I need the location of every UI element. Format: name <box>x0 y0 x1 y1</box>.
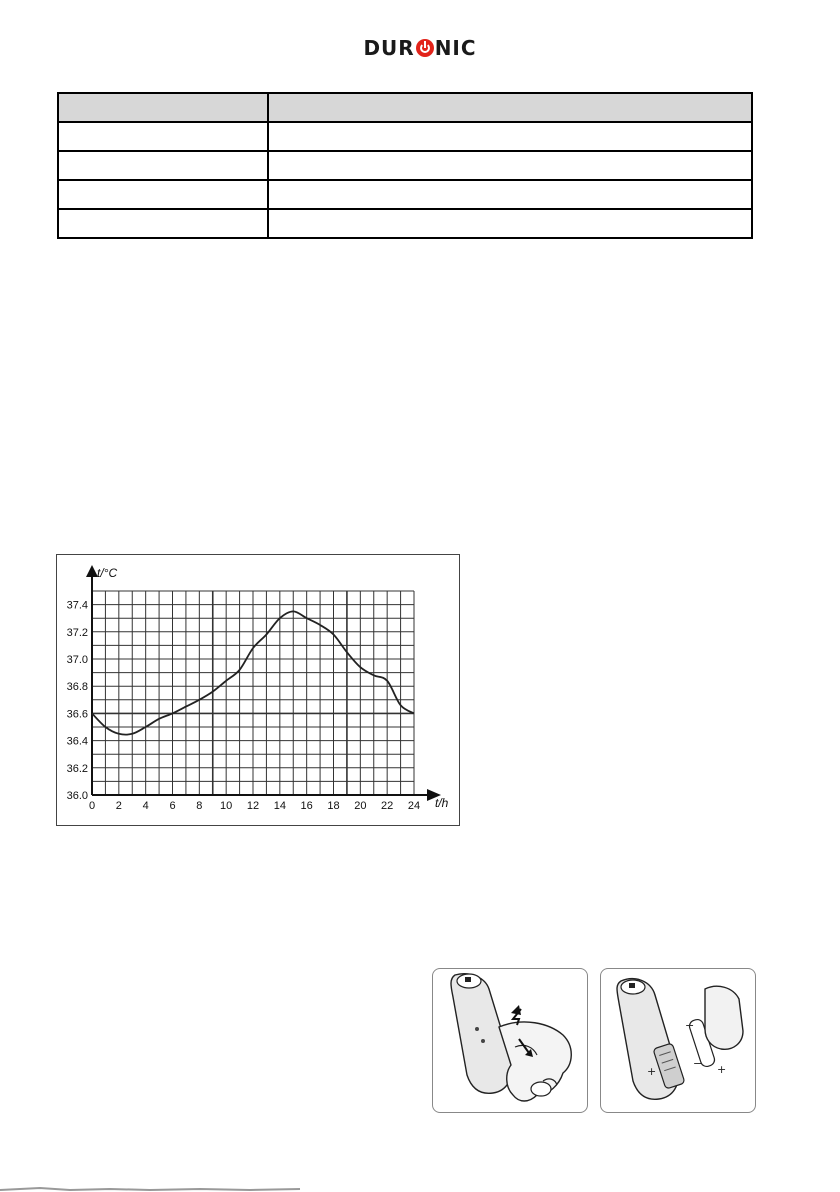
minus-sign: − <box>693 1057 703 1070</box>
y-tick-label: 37.4 <box>66 599 88 612</box>
y-tick-label: 37.0 <box>66 654 88 666</box>
scan-artifact <box>0 1184 330 1192</box>
spec-table <box>57 92 753 239</box>
y-tick-label: 36.2 <box>66 762 88 775</box>
x-tick-label: 16 <box>300 800 313 812</box>
spec-cell <box>268 209 752 238</box>
thermometer-battery-cover-removal-icon <box>433 969 587 1112</box>
logo-text-right: NIC <box>434 36 477 60</box>
temperature-chart-frame <box>56 554 460 826</box>
x-tick-label: 22 <box>381 800 394 812</box>
table-row <box>58 151 752 180</box>
y-axis-label: t/°C <box>97 566 118 580</box>
x-tick-label: 8 <box>196 800 203 812</box>
x-tick-label: 20 <box>354 800 367 812</box>
spec-cell <box>268 122 752 151</box>
x-tick-label: 18 <box>327 800 340 812</box>
x-tick-label: 14 <box>273 800 286 812</box>
x-tick-label: 24 <box>407 800 421 812</box>
table-row <box>58 122 752 151</box>
battery-insertion-illustration <box>600 968 756 1113</box>
spec-cell <box>58 180 268 209</box>
y-tick-label: 36.4 <box>66 735 88 748</box>
spec-cell <box>58 122 268 151</box>
spec-header-cell <box>268 93 752 122</box>
x-tick-label: 12 <box>246 800 260 812</box>
thermometer-battery-insertion-icon <box>601 969 755 1112</box>
x-tick-label: 6 <box>169 800 176 812</box>
y-tick-label: 36.0 <box>66 790 88 802</box>
spec-cell <box>268 151 752 180</box>
table-row <box>58 209 752 238</box>
spec-header-cell <box>58 93 268 122</box>
brand-logo <box>0 36 840 60</box>
spec-cell <box>58 209 268 238</box>
battery-cover-illustration <box>432 968 588 1113</box>
x-tick-label: 0 <box>88 800 96 812</box>
plus-sign: + <box>647 1065 657 1078</box>
x-tick-label: 4 <box>142 800 149 812</box>
plus-sign: + <box>717 1063 727 1076</box>
y-tick-label: 37.2 <box>66 626 88 639</box>
spec-cell <box>58 151 268 180</box>
y-tick-label: 36.6 <box>66 708 88 721</box>
table-row <box>58 180 752 209</box>
x-tick-label: 2 <box>115 800 122 812</box>
spec-cell <box>268 180 752 209</box>
power-icon <box>416 39 434 57</box>
x-tick-label: 10 <box>220 800 233 812</box>
y-tick-label: 36.8 <box>66 681 88 694</box>
spec-table-header <box>58 93 752 122</box>
x-axis-label: t/h <box>435 796 449 810</box>
temperature-chart <box>57 555 459 825</box>
minus-sign: − <box>685 1019 695 1032</box>
logo-text-left: DUR <box>363 36 415 60</box>
